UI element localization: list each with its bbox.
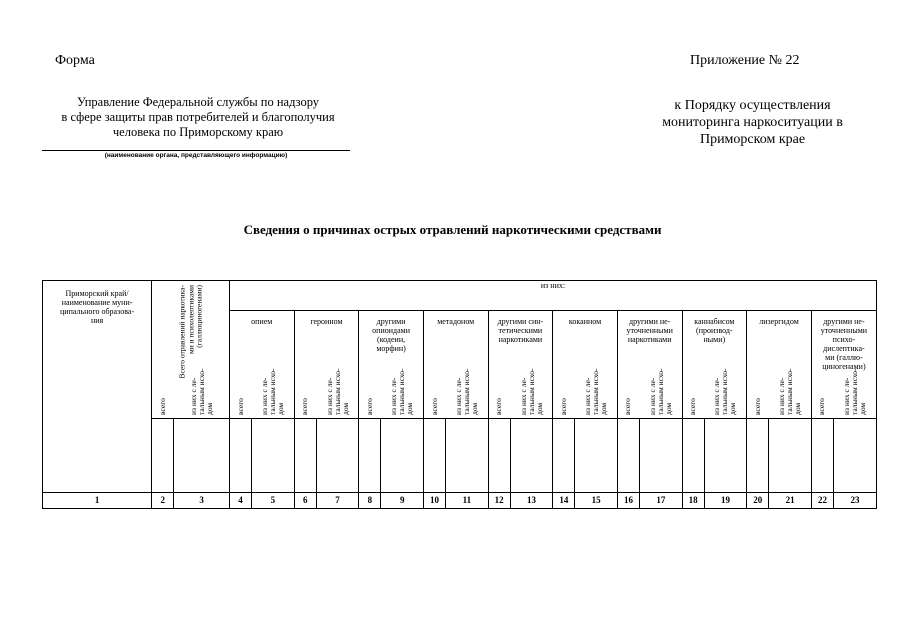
form-label: Форма <box>55 53 95 68</box>
sub-header-lethal-line: тальным исхо- <box>526 368 536 415</box>
order-reference <box>640 97 865 148</box>
region-header-line: ципального образова- <box>60 307 135 316</box>
sub-header-total <box>682 398 704 493</box>
sub-header-total <box>423 398 445 493</box>
total-header-line: ми и психолептиками <box>185 285 195 354</box>
sub-header-lethal-line: из них с ле- <box>777 377 787 415</box>
sub-header-lethal-line: тальным исхо- <box>720 368 730 415</box>
column-number: 19 <box>704 493 746 509</box>
sub-header-lethal <box>446 368 488 493</box>
sub-header-total <box>811 398 833 493</box>
sub-header-lethal-line: тальным исхо- <box>655 368 665 415</box>
sub-header-lethal-line: из них с ле- <box>188 377 198 415</box>
substance-group-line: тетическими <box>498 326 543 335</box>
column-number: 14 <box>553 493 575 509</box>
sub-header-lethal-line: из них с ле- <box>453 377 463 415</box>
sub-header-total <box>553 398 575 493</box>
substance-group-line: лизергидом <box>759 317 799 326</box>
sub-header-lethal-line: из них с ле- <box>518 377 528 415</box>
order-line: Приморском крае <box>699 132 806 147</box>
column-number-row <box>43 493 877 509</box>
sub-header-lethal-line: тальным исхо- <box>591 368 601 415</box>
sub-header-total <box>229 398 251 493</box>
sub-header-total-text: всего <box>300 398 310 415</box>
column-number: 12 <box>488 493 510 509</box>
column-number: 18 <box>682 493 704 509</box>
substance-group-line: наркотиками <box>627 335 672 344</box>
substance-group-line: кокаином <box>568 317 602 326</box>
org-line: Управление Федеральной службы по надзору <box>76 95 320 109</box>
column-number: 23 <box>834 493 877 509</box>
sub-header-lethal-line: дом <box>858 402 868 415</box>
region-header-line: наименование муни- <box>61 298 133 307</box>
sub-header-lethal-line: тальным исхо- <box>397 368 407 415</box>
sub-header-lethal-line: дом <box>340 402 350 415</box>
sub-header-lethal <box>252 368 294 493</box>
substance-group-line: ными) <box>703 335 726 344</box>
sub-header-lethal <box>834 368 877 493</box>
sub-header-lethal <box>510 368 552 493</box>
sub-header-lethal-line: дом <box>663 402 673 415</box>
sub-header-lethal <box>575 368 617 493</box>
total-header-line: (галлюциногенами) <box>193 285 203 348</box>
sub-header-lethal-line: дом <box>599 402 609 415</box>
sub-header-total-text: всего <box>817 398 827 415</box>
column-number: 2 <box>152 493 174 509</box>
sub-header-total <box>294 398 316 493</box>
of-them-header: из них: <box>229 281 876 311</box>
substance-group-line: каннабисом <box>694 317 735 326</box>
sub-header-lethal-line: дом <box>405 402 415 415</box>
substance-group-line: уточненными <box>626 326 673 335</box>
substance-group-line: ми (галлю- <box>825 353 863 362</box>
column-number: 6 <box>294 493 316 509</box>
sub-header-lethal-line: дом <box>728 402 738 415</box>
sub-header-lethal <box>174 368 230 493</box>
sub-header-lethal-line: дом <box>469 402 479 415</box>
substance-group-line: (производ- <box>696 326 733 335</box>
sub-header-lethal-line: из них с ле- <box>324 377 334 415</box>
substance-group-line: другими син- <box>497 317 544 326</box>
org-line: в сфере защиты прав потребителей и благополучия <box>61 110 335 124</box>
sub-header-lethal <box>704 368 746 493</box>
sub-header-total-text: всего <box>752 398 762 415</box>
column-number: 3 <box>174 493 230 509</box>
sub-header-total <box>359 398 381 493</box>
total-header-line: Всего отравлений наркотика- <box>176 285 186 379</box>
sub-header-lethal-line: тальным исхо- <box>267 368 277 415</box>
region-header <box>43 281 152 493</box>
sub-header-lethal-line: дом <box>204 402 214 415</box>
substance-group-line: другими не- <box>823 317 865 326</box>
sub-header-total <box>488 398 510 493</box>
substance-group-line: психо- <box>832 335 856 344</box>
header-row-sub <box>43 419 877 493</box>
substance-group-line: наркотиками <box>498 335 543 344</box>
sub-header-total-text: всего <box>494 398 504 415</box>
sub-header-lethal <box>381 368 423 493</box>
sub-header-lethal-line: тальным исхо- <box>850 368 860 415</box>
header-row-top <box>43 281 877 311</box>
column-number: 7 <box>316 493 358 509</box>
column-number: 21 <box>769 493 811 509</box>
region-header-line: ния <box>90 316 104 325</box>
substance-group-line: (кодеин, <box>377 335 406 344</box>
column-number: 9 <box>381 493 423 509</box>
sub-header-lethal-line: дом <box>793 402 803 415</box>
column-number: 20 <box>747 493 769 509</box>
sub-header-lethal-line: дом <box>534 402 544 415</box>
sub-header-lethal <box>769 368 811 493</box>
sub-header-lethal-line: тальным исхо- <box>332 368 342 415</box>
region-header-line: Приморский край/ <box>65 289 129 298</box>
substance-group-line: уточненными <box>820 326 868 335</box>
sub-header-total-text: всего <box>688 398 698 415</box>
sub-header-total <box>617 398 639 493</box>
column-number: 11 <box>446 493 488 509</box>
substance-group-line: опием <box>251 317 273 326</box>
sub-header-lethal-line: тальным исхо- <box>196 368 206 415</box>
order-line: мониторинга наркоситуации в <box>662 115 843 130</box>
substance-group-line: дислептика- <box>823 344 865 353</box>
org-line: человека по Приморскому краю <box>112 125 284 139</box>
sub-header-lethal-line: из них с ле- <box>842 377 852 415</box>
sub-header-total-text: всего <box>235 398 245 415</box>
column-number: 1 <box>43 493 152 509</box>
column-number: 8 <box>359 493 381 509</box>
sub-header-lethal <box>640 368 682 493</box>
substance-group-line: другими не- <box>629 317 671 326</box>
org-caption: (наименование органа, представляющего информацию) <box>104 152 288 159</box>
sub-header-lethal-line: из них с ле- <box>647 377 657 415</box>
column-number: 15 <box>575 493 617 509</box>
column-number: 16 <box>617 493 639 509</box>
sub-header-lethal-line: дом <box>275 402 285 415</box>
column-number: 17 <box>640 493 682 509</box>
document-title: Сведения о причинах острых отравлений наркотическими средствами <box>243 222 662 237</box>
sub-header-lethal-line: из них с ле- <box>259 377 269 415</box>
column-number: 4 <box>229 493 251 509</box>
order-line: к Порядку осуществления <box>674 98 831 113</box>
sub-header-lethal <box>316 368 358 493</box>
substance-group-line: героином <box>310 317 343 326</box>
sub-header-lethal-line: из них с ле- <box>389 377 399 415</box>
column-number: 22 <box>811 493 833 509</box>
appendix-label: Приложение № 22 <box>690 53 800 68</box>
column-number: 5 <box>252 493 294 509</box>
sub-header-total-text: всего <box>623 398 633 415</box>
substance-group-line: опиоидами <box>372 326 410 335</box>
sub-header-total-text: всего <box>157 398 167 415</box>
poisoning-table <box>42 280 877 509</box>
sub-header-total <box>747 398 769 493</box>
column-number: 10 <box>423 493 445 509</box>
sub-header-total-text: всего <box>558 398 568 415</box>
sub-header-lethal-line: тальным исхо- <box>785 368 795 415</box>
sub-header-total-text: всего <box>429 398 439 415</box>
substance-group-line: другими <box>376 317 406 326</box>
sub-header-lethal-line: из них с ле- <box>712 377 722 415</box>
organization-name <box>48 95 348 140</box>
substance-group-line: циногенами) <box>822 362 866 371</box>
substance-group-line: морфин) <box>376 344 406 353</box>
sub-header-total-text: всего <box>364 398 374 415</box>
column-number: 13 <box>510 493 552 509</box>
sub-header-lethal-line: из них с ле- <box>583 377 593 415</box>
sub-header-lethal-line: тальным исхо- <box>461 368 471 415</box>
sub-header-total <box>152 398 174 493</box>
org-underline <box>42 150 350 151</box>
substance-group-line: метадоном <box>437 317 475 326</box>
